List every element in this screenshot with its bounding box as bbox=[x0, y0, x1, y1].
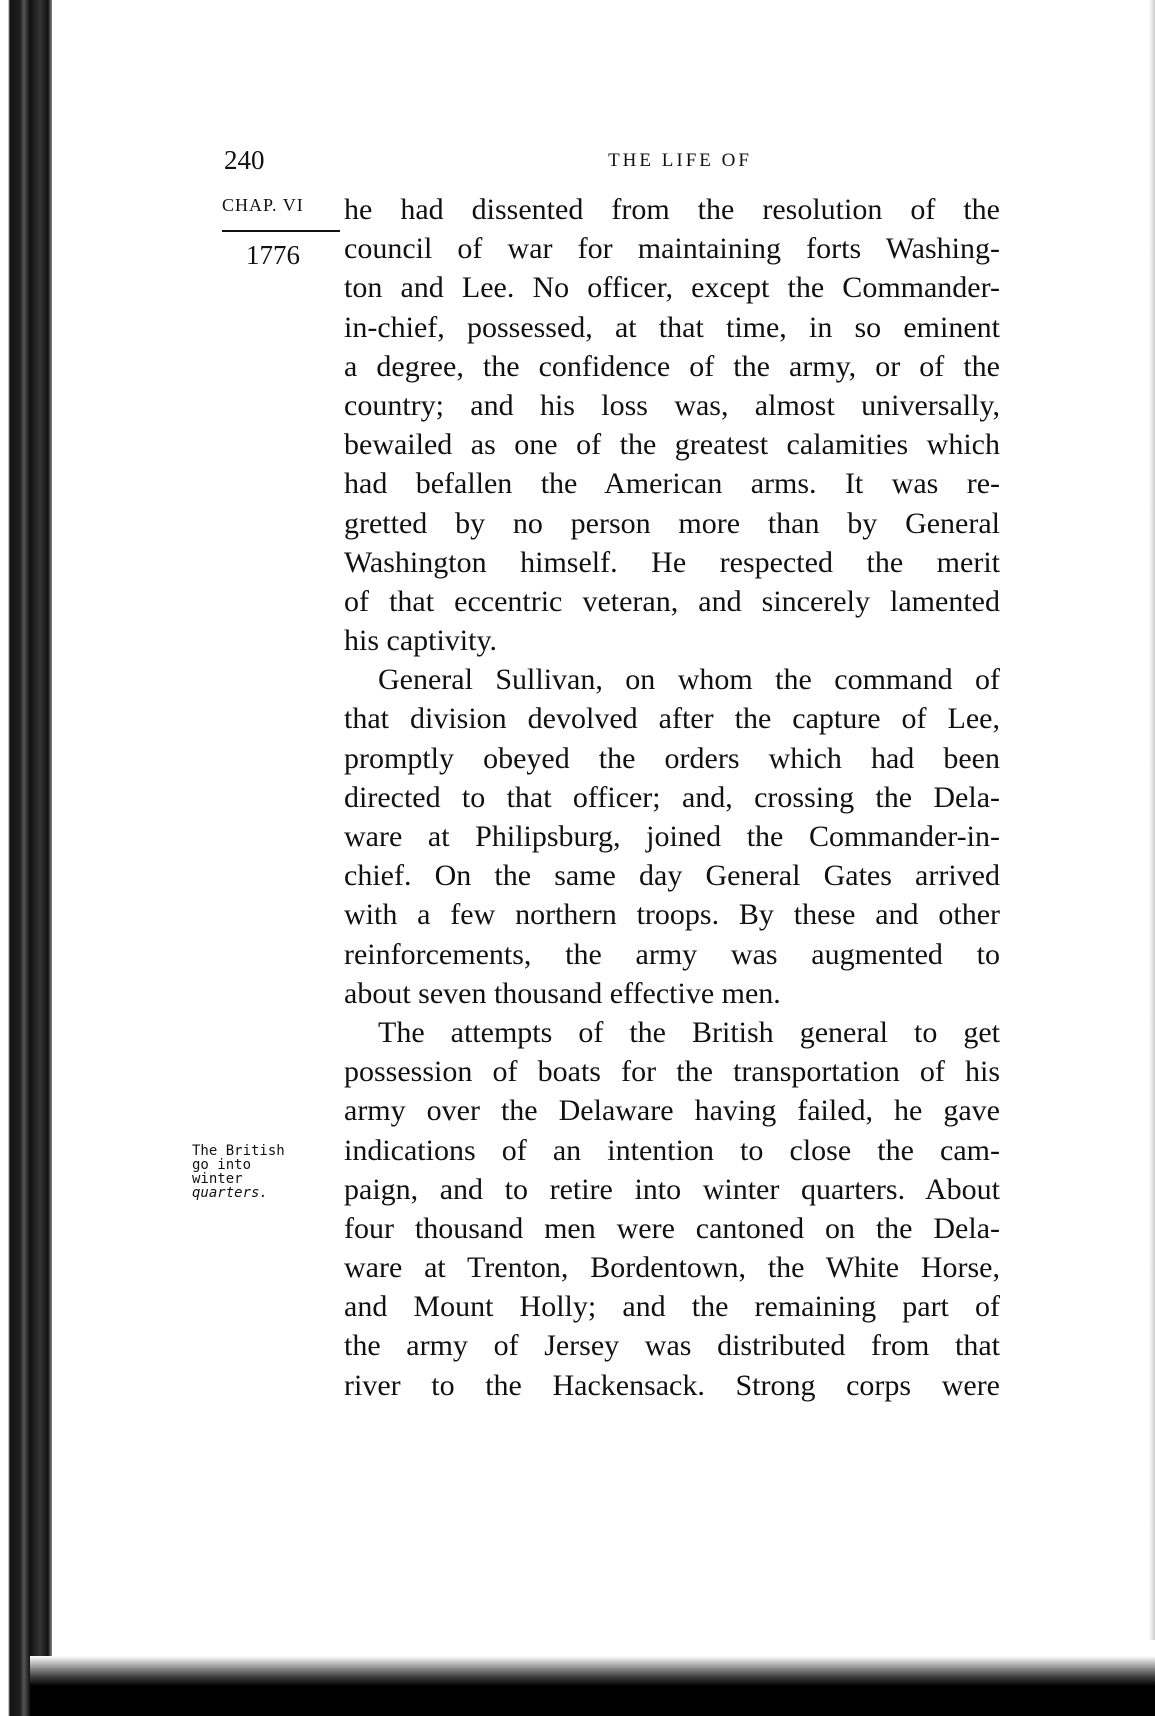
sidenote bbox=[192, 1144, 285, 1200]
text-line: chief. On the same day General Gates arrived bbox=[344, 859, 1000, 893]
text-line: Washington himself. He respected the merit bbox=[344, 545, 1000, 579]
text-line: paign, and to retire into winter quarters. About bbox=[344, 1172, 1000, 1206]
text-line: possession of boats for the transportation of his bbox=[344, 1055, 1000, 1089]
text-line: four thousand men were cantoned on the Dela- bbox=[344, 1211, 1000, 1245]
scan-edge-right bbox=[1149, 0, 1155, 1640]
text-line: ware at Philipsburg, joined the Commander-in- bbox=[344, 820, 1000, 853]
text-line: The attempts of the British general to get bbox=[378, 1015, 1000, 1049]
year-label: 1776 bbox=[246, 240, 300, 270]
text-line: ton and Lee. No officer, except the Commander- bbox=[344, 271, 1000, 305]
scan-edge-bottom bbox=[30, 1656, 1155, 1716]
text-line: bewailed as one of the greatest calamities which bbox=[344, 428, 1000, 462]
sidenote-line: winter bbox=[192, 1171, 243, 1187]
chapter-label: CHAP. VI bbox=[222, 195, 304, 215]
text-line: indications of an intention to close the cam- bbox=[344, 1133, 1000, 1167]
text-line: promptly obeyed the orders which had been bbox=[344, 741, 1000, 775]
text-line: ware at Trenton, Bordentown, the White Horse, bbox=[344, 1251, 1000, 1285]
sidenote-line: go into bbox=[192, 1157, 252, 1173]
text-line: army over the Delaware having failed, he gave bbox=[344, 1094, 1000, 1128]
body-text bbox=[344, 190, 1000, 1405]
text-line: the army of Jersey was distributed from that bbox=[344, 1329, 1000, 1363]
text-line: he had dissented from the resolution of the bbox=[344, 193, 1000, 226]
chapter-rule bbox=[222, 230, 340, 232]
text-line: about seven thousand effective men. bbox=[344, 976, 781, 1010]
running-head: THE LIFE OF bbox=[608, 150, 752, 171]
text-line: directed to that officer; and, crossing the Dela- bbox=[344, 780, 1000, 814]
text-line: in-chief, possessed, at that time, in so eminent bbox=[344, 310, 1000, 344]
text-line: country; and his loss was, almost universally, bbox=[344, 388, 1000, 422]
text-line: with a few northern troops. By these and other bbox=[344, 898, 1000, 932]
text-line: of that eccentric veteran, and sincerely lamented bbox=[344, 584, 1000, 618]
text-line: his captivity. bbox=[344, 624, 498, 658]
text-line: General Sullivan, on whom the command of bbox=[378, 663, 1000, 697]
page-number: 240 bbox=[224, 145, 265, 175]
text-line: gretted by no person more than by General bbox=[344, 506, 1000, 540]
text-line: council of war for maintaining forts Washing- bbox=[344, 232, 1000, 266]
sidenote-line: quarters. bbox=[192, 1185, 268, 1201]
text-line: reinforcements, the army was augmented to bbox=[344, 937, 1000, 971]
text-line: a degree, the confidence of the army, or of the bbox=[344, 349, 1000, 383]
scan-edge-left bbox=[0, 0, 52, 1716]
text-line: had befallen the American arms. It was re- bbox=[344, 467, 1000, 501]
sidenote-line: The British bbox=[192, 1143, 285, 1159]
text-line: that division devolved after the capture of Lee, bbox=[344, 702, 1000, 736]
text-line: and Mount Holly; and the remaining part of bbox=[344, 1290, 1000, 1324]
text-line: river to the Hackensack. Strong corps were bbox=[344, 1368, 1000, 1402]
